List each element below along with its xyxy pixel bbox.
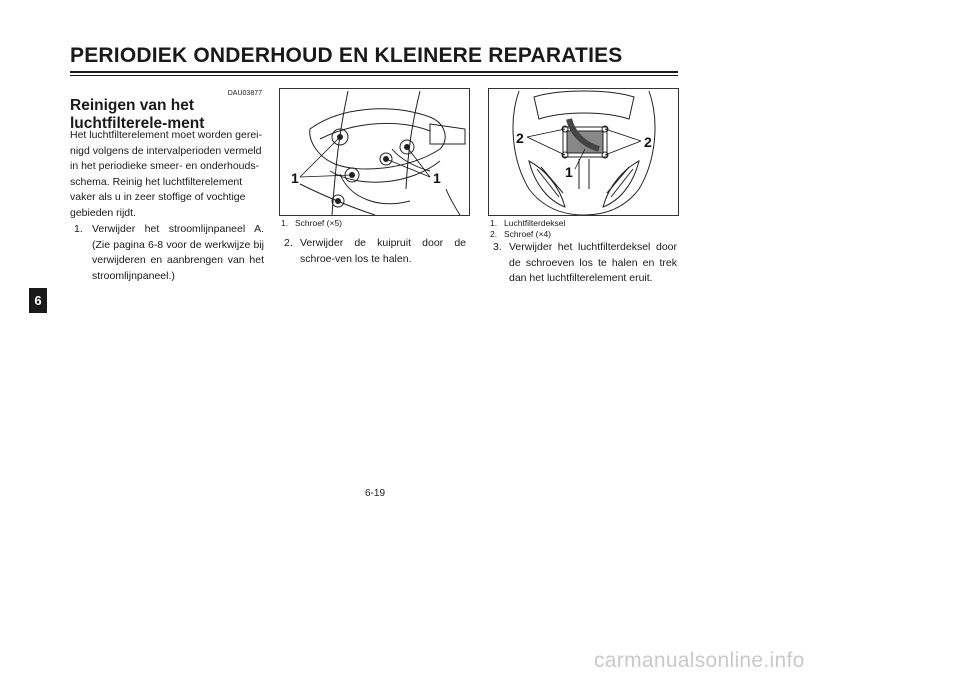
callout-1-right: 1	[433, 170, 441, 186]
caption-item	[490, 218, 675, 229]
step-2	[284, 236, 466, 267]
caption-number: 1.	[490, 218, 498, 228]
caption-item	[490, 229, 675, 240]
caption-number: 2.	[490, 229, 498, 239]
page-title: PERIODIEK ONDERHOUD EN KLEINERE REPARATIES	[70, 44, 623, 67]
chapter-tab: 6	[29, 288, 47, 313]
figure-air-filter-cover	[488, 88, 679, 216]
step-number: 1.	[74, 223, 83, 235]
callout-2-right: 2	[644, 134, 652, 150]
title-rule-thin	[70, 75, 678, 76]
callout-1: 1	[565, 164, 573, 180]
step-1	[74, 222, 264, 284]
windshield-illustration	[280, 89, 469, 215]
caption-text: Schroef (×4)	[504, 229, 552, 239]
air-filter-illustration	[489, 89, 678, 215]
section-heading: Reinigen van het luchtfilterele-ment	[70, 97, 205, 132]
caption-item	[281, 218, 466, 229]
caption-text: Luchtfilterdeksel	[504, 218, 566, 228]
step-number: 3.	[493, 241, 502, 253]
figure1-caption	[281, 218, 466, 229]
step-3	[493, 240, 677, 287]
step-text: Verwijder het stroomlijnpaneel A. (Zie pagina 6-8 voor de werkwijze bij verwijderen en aanbrengen van het stroomlijnpaneel.)	[92, 223, 264, 282]
callout-2-left: 2	[516, 130, 524, 146]
callout-1-left: 1	[291, 170, 299, 186]
title-rule	[70, 71, 678, 73]
intro-paragraph: Het luchtfilterelement moet worden gerei-nigd volgens de intervalperioden vermeld in het periodieke smeer- en onderhouds-schema. Reinig het luchtfilterelement vaker als u in zeer stoffige of vochtige gebieden rijdt.	[70, 129, 263, 219]
section-code: DAU03877	[227, 90, 262, 97]
figure2-caption	[490, 218, 675, 240]
watermark: carmanualsonline.info	[594, 649, 805, 672]
figure-windshield-screws	[279, 88, 470, 216]
caption-number: 1.	[281, 218, 289, 228]
step-text: Verwijder de kuipruit door de schroe-ven los te halen.	[300, 237, 466, 265]
caption-text: Schroef (×5)	[295, 218, 343, 228]
step-text: Verwijder het luchtfilterdeksel door de schroeven los te halen en trek dan het luchtfilterelement eruit.	[509, 241, 677, 285]
step-number: 2.	[284, 237, 293, 249]
page-number: 6-19	[364, 488, 385, 499]
